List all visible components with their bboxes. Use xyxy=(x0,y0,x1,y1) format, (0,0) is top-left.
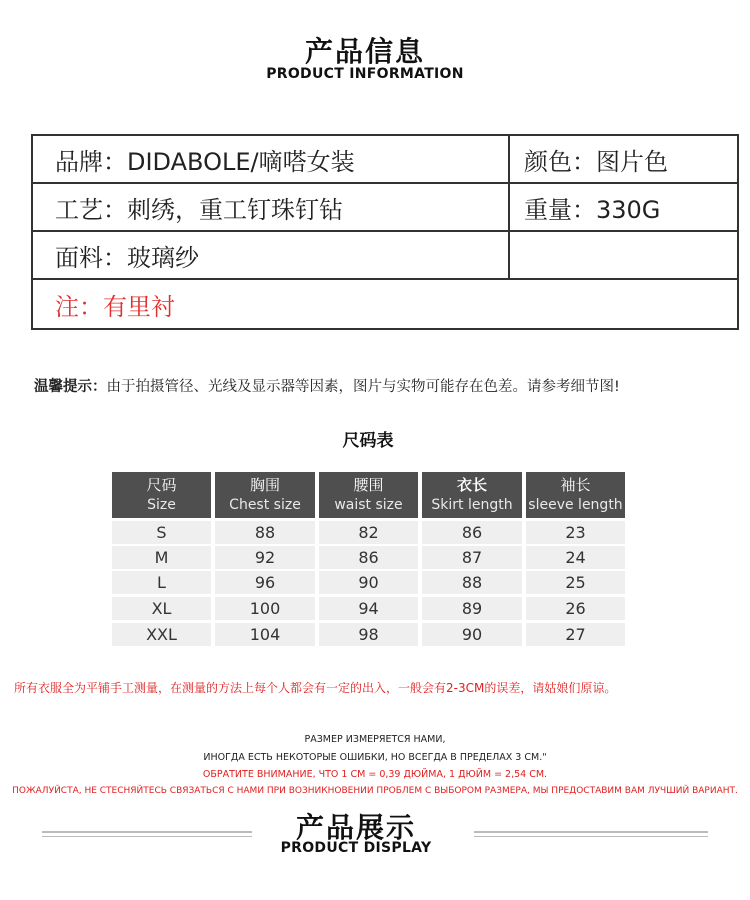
info-row xyxy=(33,280,737,328)
length-header-cn: 衣长 xyxy=(456,476,487,494)
color-cell: 颜色：图片色 xyxy=(524,147,668,176)
info-row xyxy=(33,184,737,232)
sleeve-header-en: sleeve length xyxy=(528,497,623,513)
length-header xyxy=(422,472,522,518)
tip-label: 温馨提示： xyxy=(34,379,107,395)
table-cell: XL xyxy=(112,597,211,620)
product-info-subtitle: PRODUCT INFORMATION xyxy=(266,66,464,82)
brand-cell: 品牌：DIDABOLE/嘀嗒女装 xyxy=(33,136,510,182)
table-cell: M xyxy=(112,546,211,569)
size-header-cn: 尺码 xyxy=(146,476,177,494)
tip-text: 由于拍摄管径、光线及显示器等因素，图片与实物可能存在色差。请参考细节图! xyxy=(106,379,620,395)
info-row xyxy=(33,232,737,280)
ru-line-4: ПОЖАЛУЙСТА, НЕ СТЕСНЯЙТЕСЬ СВЯЗАТЬСЯ С НАМИ ПРИ ВОЗНИКНОВЕНИИ ПРОБЛЕМ С ВЫБОРОМ РАЗМЕРА, МЫ ПРЕДОСТАВИМ ВАМ ЛУЧШИЙ ВАРИАНТ. xyxy=(12,786,738,796)
empty-cell xyxy=(510,232,737,278)
size-chart-title: 尺码表 xyxy=(342,431,394,451)
table-cell: 92 xyxy=(215,546,315,569)
table-cell: L xyxy=(112,571,211,594)
table-cell: 23 xyxy=(526,521,625,544)
chest-header-cn: 胸围 xyxy=(249,476,280,494)
table-cell: 86 xyxy=(422,521,522,544)
table-cell: 96 xyxy=(215,571,315,594)
ru-line-1: РАЗМЕР ИЗМЕРЯЕТСЯ НАМИ, xyxy=(304,734,446,745)
info-row xyxy=(33,136,737,184)
table-cell: 86 xyxy=(319,546,418,569)
table-cell: 24 xyxy=(526,546,625,569)
table-cell: 90 xyxy=(319,571,418,594)
ru-line-3: ОБРАТИТЕ ВНИМАНИЕ, ЧТО 1 СМ = 0,39 ДЮЙМА, 1 ДЮЙМ = 2,54 СМ. xyxy=(202,769,548,780)
sleeve-header-cn: 袖长 xyxy=(560,476,591,494)
waist-header xyxy=(319,472,418,518)
table-cell: S xyxy=(112,521,211,544)
size-header xyxy=(112,472,211,518)
craft-cell: 工艺：刺绣，重工钉珠钉钻 xyxy=(33,184,510,230)
table-cell: 27 xyxy=(526,623,625,646)
table-cell: 98 xyxy=(319,623,418,646)
weight-cell: 重量：330G xyxy=(524,195,661,224)
measure-note: 所有衣服全为平铺手工测量，在测量的方法上每个人都会有一定的出入，一般会有2-3CM的误差，请姑娘们原谅。 xyxy=(14,681,617,695)
table-cell: XXL xyxy=(112,623,211,646)
table-cell: 82 xyxy=(319,521,418,544)
waist-header-cn: 腰围 xyxy=(353,476,384,494)
product-display-title: 产品展示 xyxy=(295,811,416,844)
sleeve-header xyxy=(526,472,625,518)
fabric-cell: 面料：玻璃纱 xyxy=(33,232,510,278)
table-cell: 100 xyxy=(215,597,315,620)
table-cell: 90 xyxy=(422,623,522,646)
table-cell: 88 xyxy=(215,521,315,544)
lining-note: 注：有里衬 xyxy=(55,292,175,321)
size-header-en: Size xyxy=(147,497,176,513)
ru-line-2: ИНОГДА ЕСТЬ НЕКОТОРЫЕ ОШИБКИ, НО ВСЕГДА В ПРЕДЕЛАХ 3 СМ." xyxy=(203,752,547,763)
tip-line xyxy=(34,375,744,396)
product-info-title: 产品信息 xyxy=(304,35,425,68)
length-header-en: Skirt length xyxy=(431,497,513,513)
product-info-table xyxy=(31,134,739,330)
table-cell: 94 xyxy=(319,597,418,620)
table-cell: 25 xyxy=(526,571,625,594)
product-display-subtitle: PRODUCT DISPLAY xyxy=(280,840,432,856)
table-cell: 87 xyxy=(422,546,522,569)
waist-header-en: waist size xyxy=(334,497,403,513)
chest-header xyxy=(215,472,315,518)
table-cell: 89 xyxy=(422,597,522,620)
chest-header-en: Chest size xyxy=(229,497,301,513)
table-cell: 88 xyxy=(422,571,522,594)
table-cell: 104 xyxy=(215,623,315,646)
table-cell: 26 xyxy=(526,597,625,620)
